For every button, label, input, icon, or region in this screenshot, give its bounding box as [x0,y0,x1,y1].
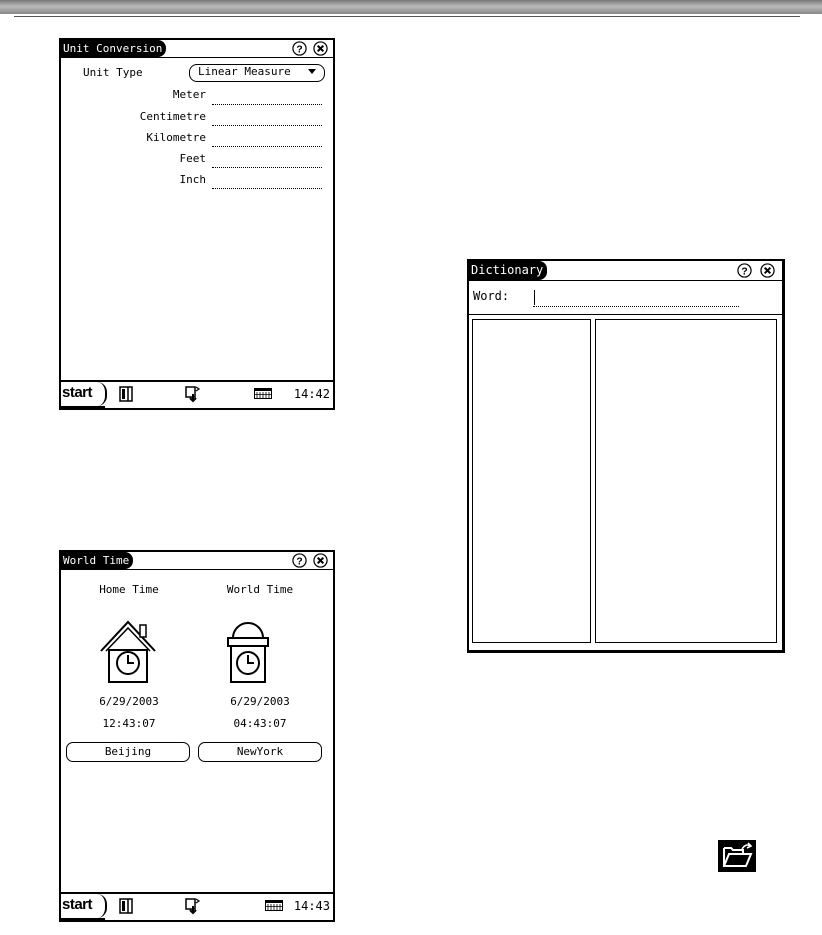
dictionary-window [467,259,785,653]
help-icon[interactable] [292,41,307,56]
word-input[interactable] [533,289,739,307]
page-header-bar [0,0,822,14]
unit-type-dropdown[interactable] [189,64,325,82]
svg-text:?: ? [741,266,748,278]
world-date: 6/29/2003 [230,695,290,708]
taskbar [61,380,333,408]
keyboard-icon[interactable] [265,900,283,911]
centimetre-label: Centimetre [139,110,206,123]
window-title: Unit Conversion [61,40,166,57]
centimetre-input[interactable] [212,125,322,126]
kilometre-label: Kilometre [146,131,206,144]
inch-input[interactable] [212,188,322,189]
word-list-panel[interactable] [472,319,591,643]
feet-label: Feet [179,152,206,165]
help-icon[interactable] [737,263,752,278]
feet-input[interactable] [212,167,322,168]
close-icon[interactable] [313,41,328,56]
chevron-down-icon [308,69,316,74]
svg-text:?: ? [296,44,303,56]
close-icon[interactable] [760,263,775,278]
world-city-button[interactable]: NewYork [198,742,322,762]
title-bar [61,40,333,58]
definition-panel[interactable] [595,319,777,643]
start-button[interactable]: start [61,382,107,406]
taskbar [61,892,333,920]
world-time: 04:43:07 [233,717,287,730]
clock[interactable]: 14:43 [293,899,330,913]
close-icon[interactable] [313,553,328,568]
sync-icon[interactable] [185,386,201,403]
header-rule [14,16,800,17]
svg-text:?: ? [296,556,303,568]
meter-input[interactable] [212,104,322,105]
home-city-button[interactable]: Beijing [66,742,190,762]
word-label: Word: [473,289,510,303]
title-bar [61,552,333,570]
help-icon[interactable] [292,553,307,568]
window-title: Dictionary [469,261,547,280]
home-time: 12:43:07 [102,717,156,730]
home-clock-icon [97,619,159,685]
sync-icon[interactable] [185,898,201,915]
inch-label: Inch [179,173,206,186]
open-folder-icon[interactable] [718,840,756,872]
clock[interactable]: 14:42 [293,387,330,401]
start-button[interactable]: start [61,894,107,918]
unit-type-value: Linear Measure [198,65,291,78]
home-time-heading: Home Time [99,583,159,596]
meter-label: Meter [172,88,206,101]
unit-type-label: Unit Type [83,66,143,79]
home-date: 6/29/2003 [99,695,159,708]
world-time-heading: World Time [226,583,294,596]
divider [469,314,782,315]
unit-conversion-window [59,38,335,410]
kilometre-input[interactable] [212,146,322,147]
title-bar [469,261,782,281]
keyboard-icon[interactable] [254,388,272,399]
world-time-window [59,550,335,922]
task-switch-icon[interactable] [119,386,133,402]
task-switch-icon[interactable] [119,898,133,914]
world-clock-icon [225,618,271,686]
window-title: World Time [61,552,133,569]
text-cursor [534,290,535,305]
